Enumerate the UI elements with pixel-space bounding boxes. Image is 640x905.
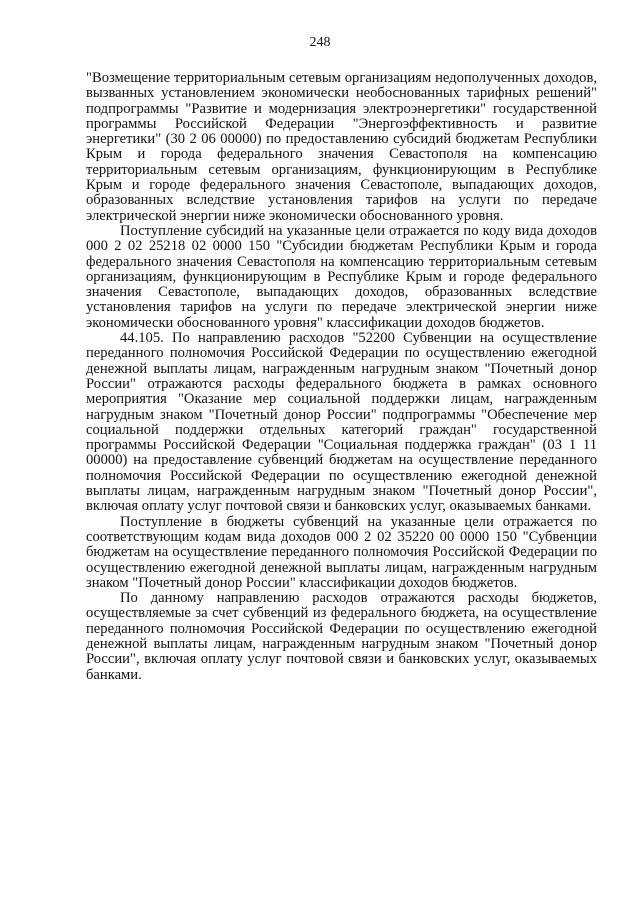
paragraph-continuation: "Возмещение территориальным сетевым организациям недополученных доходов, вызванных установлением экономически необоснованных тарифных решений" подпрограммы "Развитие и модернизация электроэнергетики" государственной программы Российской Федерации "Энергоэффективность и развитие энергетики" (30 2 06 00000) по предоставлению субсидий бюджетам Республики Крым и города федерального значения Севастополя на компенсацию территориальным сетевым организациям, функционирующим в Республике Крым и городе федерального значения Севастополе, выпадающих доходов, образованных вследствие установления тарифов на услуги по передаче электрической энергии ниже экономически обоснованного уровня. (86, 70, 597, 224)
paragraph-subsidy-receipt: Поступление субсидий на указанные цели отражается по коду вида доходов 000 2 02 25218 02 0000 150 "Субсидии бюджетам Республики Крым и города федерального значения Севастополя на компенсацию территориальным сетевым организациям, функционирующим в Республике Крым и городе федерального значения Севастополе, выпадающих доходов, образованных вследствие установления тарифов на услуги по передаче электрической энергии ниже экономически обоснованного уровня" классификации доходов бюджетов. (86, 222, 597, 331)
paragraph-expenditure-note: По данному направлению расходов отражаются расходы бюджетов, осуществляемые за счет субвенций из федерального бюджета, на осуществление переданного полномочия Российской Федерации по осуществлению ежегодной денежной выплаты лицам, награжденным нагрудным знаком "Почетный донор России", включая оплату услуг почтовой связи и банковских услуг, оказываемых банками. (86, 590, 597, 683)
paragraph-subvention-receipt: Поступление в бюджеты субвенций на указанные цели отражается по соответствующим кодам вида доходов 000 2 02 35220 00 0000 150 "Субвенции бюджетам на осуществление переданного полномочия Российской Федерации по осуществлению ежегодной денежной выплаты лицам, награжденным нагрудным знаком "Почетный донор России" классификации доходов бюджетов. (86, 513, 597, 591)
paragraph-section-44-105: 44.105. По направлению расходов "52200 Субвенции на осуществление переданного полномочия Российской Федерации по осуществлению ежегодной денежной выплаты лицам, награжденным нагрудным знаком "Почетный донор России" отражаются расходы федерального бюджета в рамках основного мероприятия "Оказание мер социальной поддержки лицам, награжденным нагрудным знаком "Почетный донор России" подпрограммы "Обеспечение мер социальной поддержки отдельных категорий граждан" государственной программы Российской Федерации "Социальная поддержка граждан" (03 1 11 00000) на предоставление субвенций бюджетам на осуществление переданного полномочия Российской Федерации по осуществлению ежегодной денежной выплаты лицам, награжденным нагрудным знаком "Почетный донор России", включая оплату услуг почтовой связи и банковских услуг, оказываемых банками. (86, 330, 597, 515)
document-body (86, 71, 597, 683)
page-number: 248 (309, 35, 331, 50)
